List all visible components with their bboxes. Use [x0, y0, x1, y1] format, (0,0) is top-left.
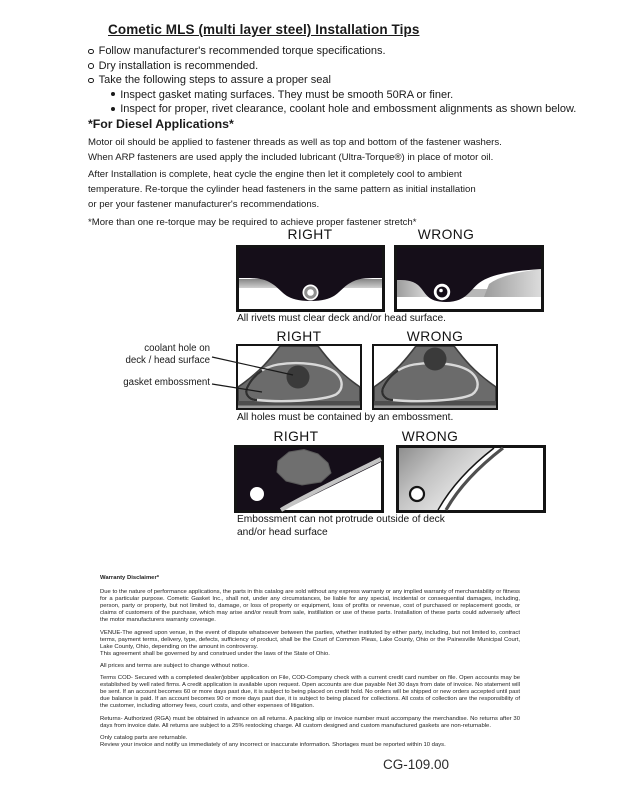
list-sub-item [111, 88, 576, 103]
disclaimer-paragraph: VENUE-The agreed upon venue, in the event of dispute whatsoever between the parties, whether instituted by either party, including, but not limited to, contract terms, payment terms, delivery, type, defects, sufficiency of product, shall be the Court of Common Pleas, Lake County, Ohio or the Painesville Municipal Court, Lake County, Ohio, depending on the amount in controversy. [100, 629, 520, 650]
disclaimer-paragraph: Terms COD- Secured with a completed dealer/jobber application on File, COD-Company check with a current credit card number on file. Open accounts may be established by well rated firms. A credit application is available upon request. Open accounts are due payable Net 30 days from date of invoice. No statement will be sent. If an account becomes 60 or more days past due, it is subject to being placed on credit hold. No orders will be shipped or new orders accepted until past due balance is paid. If an account becomes 90 or more days past due, it is subject to being placed for collections. All costs of collection are the responsibility of the customer, including attorney fees, court costs, and other expenses of litigation. [100, 675, 520, 710]
open-bullet-icon [88, 63, 94, 69]
figure3-right-diagram [234, 445, 384, 513]
list-item-text: Take the following steps to assure a proper seal [98, 74, 331, 86]
disclaimer-paragraph: Due to the nature of performance applications, the parts in this catalog are sold without any express warranty or any implied warranty of merchantability or fitness for a particular purpose. Cometic Gasket Inc., shall not, under any circumstances, be liable for any special, incidental or consequential damages, including, person, party or property, but not limited to, damage, or loss of property or equipment, loss of profits or revenue, cost of purchased or replacement goods, or claims of customers of the purchase, which may arise and/or result from sale, instillation or use of these parts. Installation of these parts could adversely affect the motor manufacturers warranty coverage. [100, 589, 520, 624]
disclaimer-paragraph: This agreement shall be governed by and construed under the laws of the State of Ohio. [100, 650, 330, 657]
diesel-section-heading: *For Diesel Applications* [88, 117, 234, 131]
paragraph-line: *More than one re-torque may be required to achieve proper fastener stretch* [88, 217, 417, 228]
bolt-hole [410, 487, 424, 501]
open-bullet-icon [88, 78, 94, 84]
figure1-caption: All rivets must clear deck and/or head surface. [237, 313, 446, 324]
installation-tips-list [88, 44, 576, 117]
filled-bullet-icon [111, 107, 115, 111]
figure1-wrong-diagram [394, 245, 544, 312]
figure2-wrong-label: WRONG [406, 329, 464, 344]
open-bullet-icon [88, 49, 94, 55]
list-item-text: Inspect gasket mating surfaces. They must be smooth 50RA or finer. [120, 88, 454, 101]
figure1-wrong-label: WRONG [417, 227, 475, 242]
page-title: Cometic MLS (multi layer steel) Installation Tips [108, 22, 420, 37]
figure3-right-label: RIGHT [273, 429, 319, 444]
list-item [88, 59, 576, 74]
leader-line-gasket [212, 384, 262, 392]
diesel-paragraph-2 [88, 168, 476, 212]
rivet-ring [437, 287, 448, 298]
figure3-wrong-label: WRONG [401, 429, 459, 444]
list-item-text: Dry installation is recommended. [98, 59, 259, 72]
diesel-paragraph-3 [88, 216, 417, 231]
list-item-text: Follow manufacturer's recommended torque specifications. [98, 45, 386, 57]
annotation-text: gasket embossment [123, 377, 210, 388]
list-item-text: Inspect for proper, rivet clearance, coolant hole and embossment alignments as shown below. [120, 103, 577, 115]
filled-bullet-icon [111, 92, 115, 96]
figure2-wrong-diagram [372, 344, 498, 410]
disclaimer-paragraph: Review your invoice and notify us immediately of any incorrect or inaccurate information. Shortages must be reported within 10 days. [100, 741, 446, 748]
disclaimer-paragraph: Only catalog parts are returnable. [100, 734, 188, 741]
disclaimer-paragraph: Returns- Authorized (RGA) must be obtained in advance on all returns. A packing slip or invoice number must accompany the merchandise. No returns after 30 days from invoice date. All returns are subject to a 25% restocking charge. All custom designed and custom manufactured gaskets are non-returnable. [100, 715, 520, 729]
figure1-right-diagram [236, 245, 385, 312]
coolant-hole [424, 348, 447, 371]
gasket-edge-highlight [374, 406, 496, 409]
annotation-text: coolant hole on [144, 343, 210, 354]
rivet-ring [306, 288, 316, 298]
paragraph-line: When ARP fasteners are used apply the included lubricant (Ultra-Torque®) in place of motor oil. [88, 151, 494, 163]
paragraph-line: After Installation is complete, heat cycle the engine then let it completely cool to ambient [88, 169, 462, 180]
leader-line-coolant [212, 357, 293, 375]
gasket-edge-highlight [238, 406, 360, 409]
paragraph-line: temperature. Re-torque the cylinder head fasteners in the same pattern as initial installation [88, 183, 476, 195]
warranty-disclaimer [100, 575, 520, 749]
page-code: CG-109.00 [383, 757, 450, 772]
figure1-right-label: RIGHT [287, 227, 333, 242]
rivet-highlight [439, 289, 443, 293]
list-sub-item [111, 102, 576, 117]
diesel-paragraph-1 [88, 136, 502, 166]
list-item [88, 73, 576, 88]
disclaimer-heading: Warranty Disclaimer* [100, 575, 160, 581]
annotation-text: deck / head surface [125, 354, 210, 366]
paragraph-line: Motor oil should be applied to fastener threads as well as top and bottom of the fastener washers. [88, 137, 502, 148]
figure2-caption: All holes must be contained by an embossment. [237, 412, 454, 423]
figure3-caption: Embossment can not protrude outside of deck and/or head surface [237, 514, 445, 538]
list-item [88, 44, 576, 59]
clearance-gap [397, 297, 541, 309]
annotation-leader-lines [95, 340, 305, 400]
disclaimer-paragraph: All prices and terms are subject to change without notice. [100, 662, 249, 669]
paragraph-line: or per your fastener manufacturer's recommendations. [88, 198, 320, 210]
figure3-wrong-diagram [396, 445, 546, 513]
figure2-right-label: RIGHT [276, 329, 322, 344]
bolt-hole [250, 487, 264, 501]
